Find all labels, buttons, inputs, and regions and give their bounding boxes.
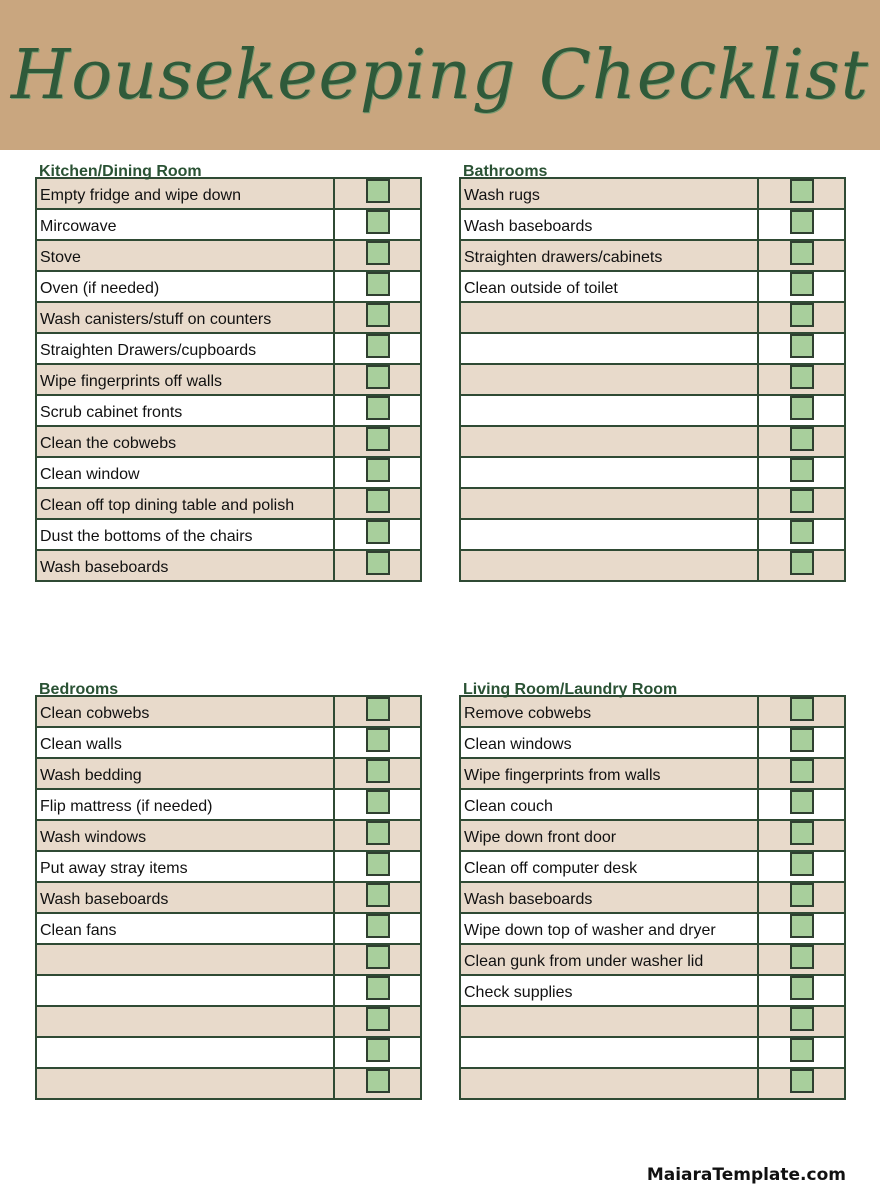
checkbox[interactable] <box>366 241 390 265</box>
checkbox[interactable] <box>366 427 390 451</box>
checkbox[interactable] <box>366 489 390 513</box>
task-label <box>460 395 758 426</box>
table-row <box>460 333 845 364</box>
table-row <box>460 209 845 240</box>
header-banner <box>0 0 880 150</box>
table-row <box>460 271 845 302</box>
checkbox[interactable] <box>366 821 390 845</box>
task-label: Clean the cobwebs <box>36 426 334 457</box>
task-label: Scrub cabinet fronts <box>36 395 334 426</box>
table-row <box>460 1068 845 1099</box>
task-label: Clean off computer desk <box>460 851 758 882</box>
checkbox[interactable] <box>790 790 814 814</box>
task-label: Flip mattress (if needed) <box>36 789 334 820</box>
section-heading: Kitchen/Dining Room <box>39 163 202 180</box>
task-label: Wash baseboards <box>460 209 758 240</box>
task-label: Put away stray items <box>36 851 334 882</box>
table-row <box>460 519 845 550</box>
table-row <box>460 820 845 851</box>
table-row <box>36 271 421 302</box>
table-row <box>460 882 845 913</box>
table-row <box>460 302 845 333</box>
checkbox[interactable] <box>366 334 390 358</box>
checkbox[interactable] <box>790 1007 814 1031</box>
task-label <box>460 488 758 519</box>
task-label <box>36 944 334 975</box>
task-label <box>460 364 758 395</box>
task-label: Oven (if needed) <box>36 271 334 302</box>
table-row <box>460 913 845 944</box>
checkbox[interactable] <box>790 1038 814 1062</box>
checkbox[interactable] <box>366 272 390 296</box>
task-label: Wash windows <box>36 820 334 851</box>
section-heading: Bathrooms <box>463 163 548 180</box>
section-bedrooms <box>35 680 422 1100</box>
checkbox[interactable] <box>366 1069 390 1093</box>
task-label: Clean gunk from under washer lid <box>460 944 758 975</box>
task-label: Clean walls <box>36 727 334 758</box>
checkbox[interactable] <box>790 334 814 358</box>
task-label: Wipe down top of washer and dryer <box>460 913 758 944</box>
checkbox[interactable] <box>790 458 814 482</box>
checklist-table <box>35 177 422 582</box>
task-label <box>460 1037 758 1068</box>
checklist-table <box>459 695 846 1100</box>
table-row <box>36 240 421 271</box>
task-label <box>460 1006 758 1037</box>
checkbox[interactable] <box>790 272 814 296</box>
checkbox[interactable] <box>366 914 390 938</box>
checkbox[interactable] <box>790 883 814 907</box>
task-label: Wipe down front door <box>460 820 758 851</box>
task-label: Clean outside of toilet <box>460 271 758 302</box>
table-row <box>36 519 421 550</box>
table-row <box>460 395 845 426</box>
table-row <box>460 789 845 820</box>
checkbox[interactable] <box>790 303 814 327</box>
checkbox[interactable] <box>366 976 390 1000</box>
checkbox[interactable] <box>366 852 390 876</box>
checkbox[interactable] <box>790 914 814 938</box>
table-row <box>36 426 421 457</box>
task-label <box>460 333 758 364</box>
task-label <box>460 1068 758 1099</box>
section-kitchen <box>35 162 422 582</box>
task-label: Clean windows <box>460 727 758 758</box>
checkbox[interactable] <box>790 179 814 203</box>
table-row <box>460 758 845 789</box>
checkbox[interactable] <box>790 697 814 721</box>
table-row <box>36 727 421 758</box>
table-row <box>36 1068 421 1099</box>
task-label: Wipe fingerprints from walls <box>460 758 758 789</box>
task-label <box>36 1006 334 1037</box>
task-label: Clean off top dining table and polish <box>36 488 334 519</box>
table-row <box>460 457 845 488</box>
table-row <box>36 851 421 882</box>
checkbox[interactable] <box>366 790 390 814</box>
task-label: Clean window <box>36 457 334 488</box>
checkbox[interactable] <box>366 179 390 203</box>
task-label: Clean cobwebs <box>36 696 334 727</box>
table-row <box>460 364 845 395</box>
task-label <box>36 975 334 1006</box>
checkbox[interactable] <box>790 241 814 265</box>
table-row <box>460 696 845 727</box>
checkbox[interactable] <box>790 945 814 969</box>
checkbox[interactable] <box>790 396 814 420</box>
checkbox[interactable] <box>790 852 814 876</box>
table-row <box>36 209 421 240</box>
checkbox[interactable] <box>366 728 390 752</box>
checkbox[interactable] <box>366 1007 390 1031</box>
table-row <box>36 395 421 426</box>
table-row <box>36 550 421 581</box>
section-bathrooms <box>459 162 846 582</box>
table-row <box>460 851 845 882</box>
checkbox[interactable] <box>366 303 390 327</box>
task-label: Stove <box>36 240 334 271</box>
table-row <box>460 178 845 209</box>
table-row <box>36 696 421 727</box>
task-label <box>460 457 758 488</box>
table-row <box>36 333 421 364</box>
checkbox[interactable] <box>790 489 814 513</box>
checkbox[interactable] <box>366 945 390 969</box>
table-row <box>36 944 421 975</box>
task-label: Wash baseboards <box>36 550 334 581</box>
task-label <box>36 1037 334 1068</box>
task-label <box>460 302 758 333</box>
task-label <box>460 550 758 581</box>
checkbox[interactable] <box>790 821 814 845</box>
task-label: Wash baseboards <box>460 882 758 913</box>
table-row <box>460 1006 845 1037</box>
task-label: Straighten drawers/cabinets <box>460 240 758 271</box>
task-label: Wash rugs <box>460 178 758 209</box>
table-row <box>36 1006 421 1037</box>
table-row <box>36 364 421 395</box>
section-living-laundry <box>459 680 846 1100</box>
checkbox[interactable] <box>366 1038 390 1062</box>
checkbox[interactable] <box>366 458 390 482</box>
task-label <box>460 519 758 550</box>
table-row <box>36 789 421 820</box>
task-label: Remove cobwebs <box>460 696 758 727</box>
task-label: Wash canisters/stuff on counters <box>36 302 334 333</box>
table-row <box>36 820 421 851</box>
task-label: Straighten Drawers/cupboards <box>36 333 334 364</box>
table-row <box>36 488 421 519</box>
task-label: Dust the bottoms of the chairs <box>36 519 334 550</box>
checkbox[interactable] <box>366 697 390 721</box>
checkbox[interactable] <box>366 365 390 389</box>
checkbox[interactable] <box>790 365 814 389</box>
table-row <box>460 727 845 758</box>
table-row <box>460 1037 845 1068</box>
task-label: Empty fridge and wipe down <box>36 178 334 209</box>
table-row <box>36 1037 421 1068</box>
table-row <box>36 302 421 333</box>
table-row <box>460 975 845 1006</box>
checkbox[interactable] <box>366 210 390 234</box>
task-label: Clean couch <box>460 789 758 820</box>
task-label: Wash bedding <box>36 758 334 789</box>
table-row <box>36 882 421 913</box>
checkbox[interactable] <box>790 976 814 1000</box>
checkbox[interactable] <box>790 520 814 544</box>
checkbox[interactable] <box>790 551 814 575</box>
table-row <box>36 975 421 1006</box>
table-row <box>36 178 421 209</box>
table-row <box>460 488 845 519</box>
task-label: Check supplies <box>460 975 758 1006</box>
task-label: Wipe fingerprints off walls <box>36 364 334 395</box>
task-label: Mircowave <box>36 209 334 240</box>
checkbox[interactable] <box>366 396 390 420</box>
table-row <box>460 426 845 457</box>
footer-watermark: MaiaraTemplate.com <box>646 1165 846 1185</box>
checkbox[interactable] <box>790 728 814 752</box>
checkbox[interactable] <box>790 427 814 451</box>
checkbox[interactable] <box>366 759 390 783</box>
checkbox[interactable] <box>790 759 814 783</box>
checkbox[interactable] <box>366 551 390 575</box>
table-row <box>460 944 845 975</box>
checklist-table <box>459 177 846 582</box>
table-row <box>460 550 845 581</box>
table-row <box>460 240 845 271</box>
checkbox[interactable] <box>366 520 390 544</box>
checklist-table <box>35 695 422 1100</box>
checkbox[interactable] <box>366 883 390 907</box>
section-heading: Bedrooms <box>39 681 119 698</box>
task-label <box>460 426 758 457</box>
table-row <box>36 457 421 488</box>
checkbox[interactable] <box>790 210 814 234</box>
table-row <box>36 913 421 944</box>
table-row <box>36 758 421 789</box>
task-label <box>36 1068 334 1099</box>
task-label: Clean fans <box>36 913 334 944</box>
page-title: Housekeeping Checklist <box>10 35 870 115</box>
task-label: Wash baseboards <box>36 882 334 913</box>
section-heading: Living Room/Laundry Room <box>463 681 678 698</box>
checkbox[interactable] <box>790 1069 814 1093</box>
